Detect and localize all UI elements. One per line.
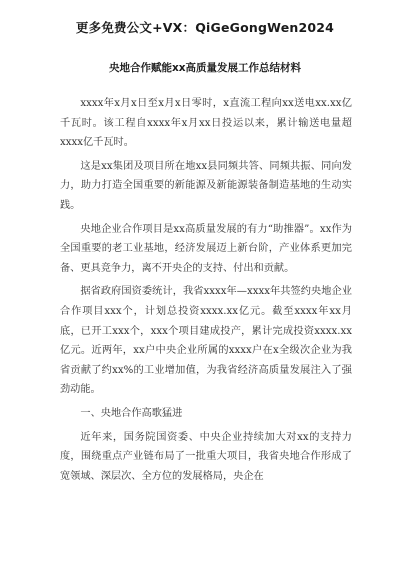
watermark-header: 更多免费公文+VX：QiGeGongWen2024 xyxy=(75,20,335,35)
paragraph: xxxx年x月x日至x月x日零时，x直流工程向xx送电xx.xx亿千瓦时。该工程自xxxx年x月xx日投运以来，累计输送电量超xxxx亿千瓦时。 xyxy=(60,98,352,149)
section-heading: 一、央地合作高歌猛进 xyxy=(80,407,183,419)
paragraph: 这是xx集团及项目所在地xx县同频共答、同频共振、同向发力，助力打造全国重要的新能源及新能源装备制造基地的生动实践。 xyxy=(60,160,352,211)
paragraph: 据省政府国资委统计，我省xxxx年—xxxx年共签约央地企业合作项目xxx个，计划总投资xxxx.xx亿元。截至xxxx年xx月底，已开工xxx个，xxx个项目建成投产，累计完成投资xxxx.xx亿元。近两年，xx户中央企业所属的xxxx户在x全级次企业为我省贡献了约xx%的工业增加值，为我省经济高质量发展注入了强劲动能。 xyxy=(60,286,352,396)
paragraph: 央地企业合作项目是xx高质量发展的有力“助推器”。xx作为全国重要的老工业基地，经济发展迈上新台阶，产业体系更加完备、更具竞争力，离不开央企的支持、付出和贡献。 xyxy=(60,223,352,274)
paragraph: 近年来，国务院国资委、中央企业持续加大对xx的支持力度，围绕重点产业链布局了一批重大项目，我省央地合作形成了宽领域、深层次、全方位的发展格局，央企在 xyxy=(60,431,352,482)
document-body xyxy=(60,94,352,490)
document-title: 央地合作赋能xx高质量发展工作总结材料 xyxy=(108,62,302,74)
